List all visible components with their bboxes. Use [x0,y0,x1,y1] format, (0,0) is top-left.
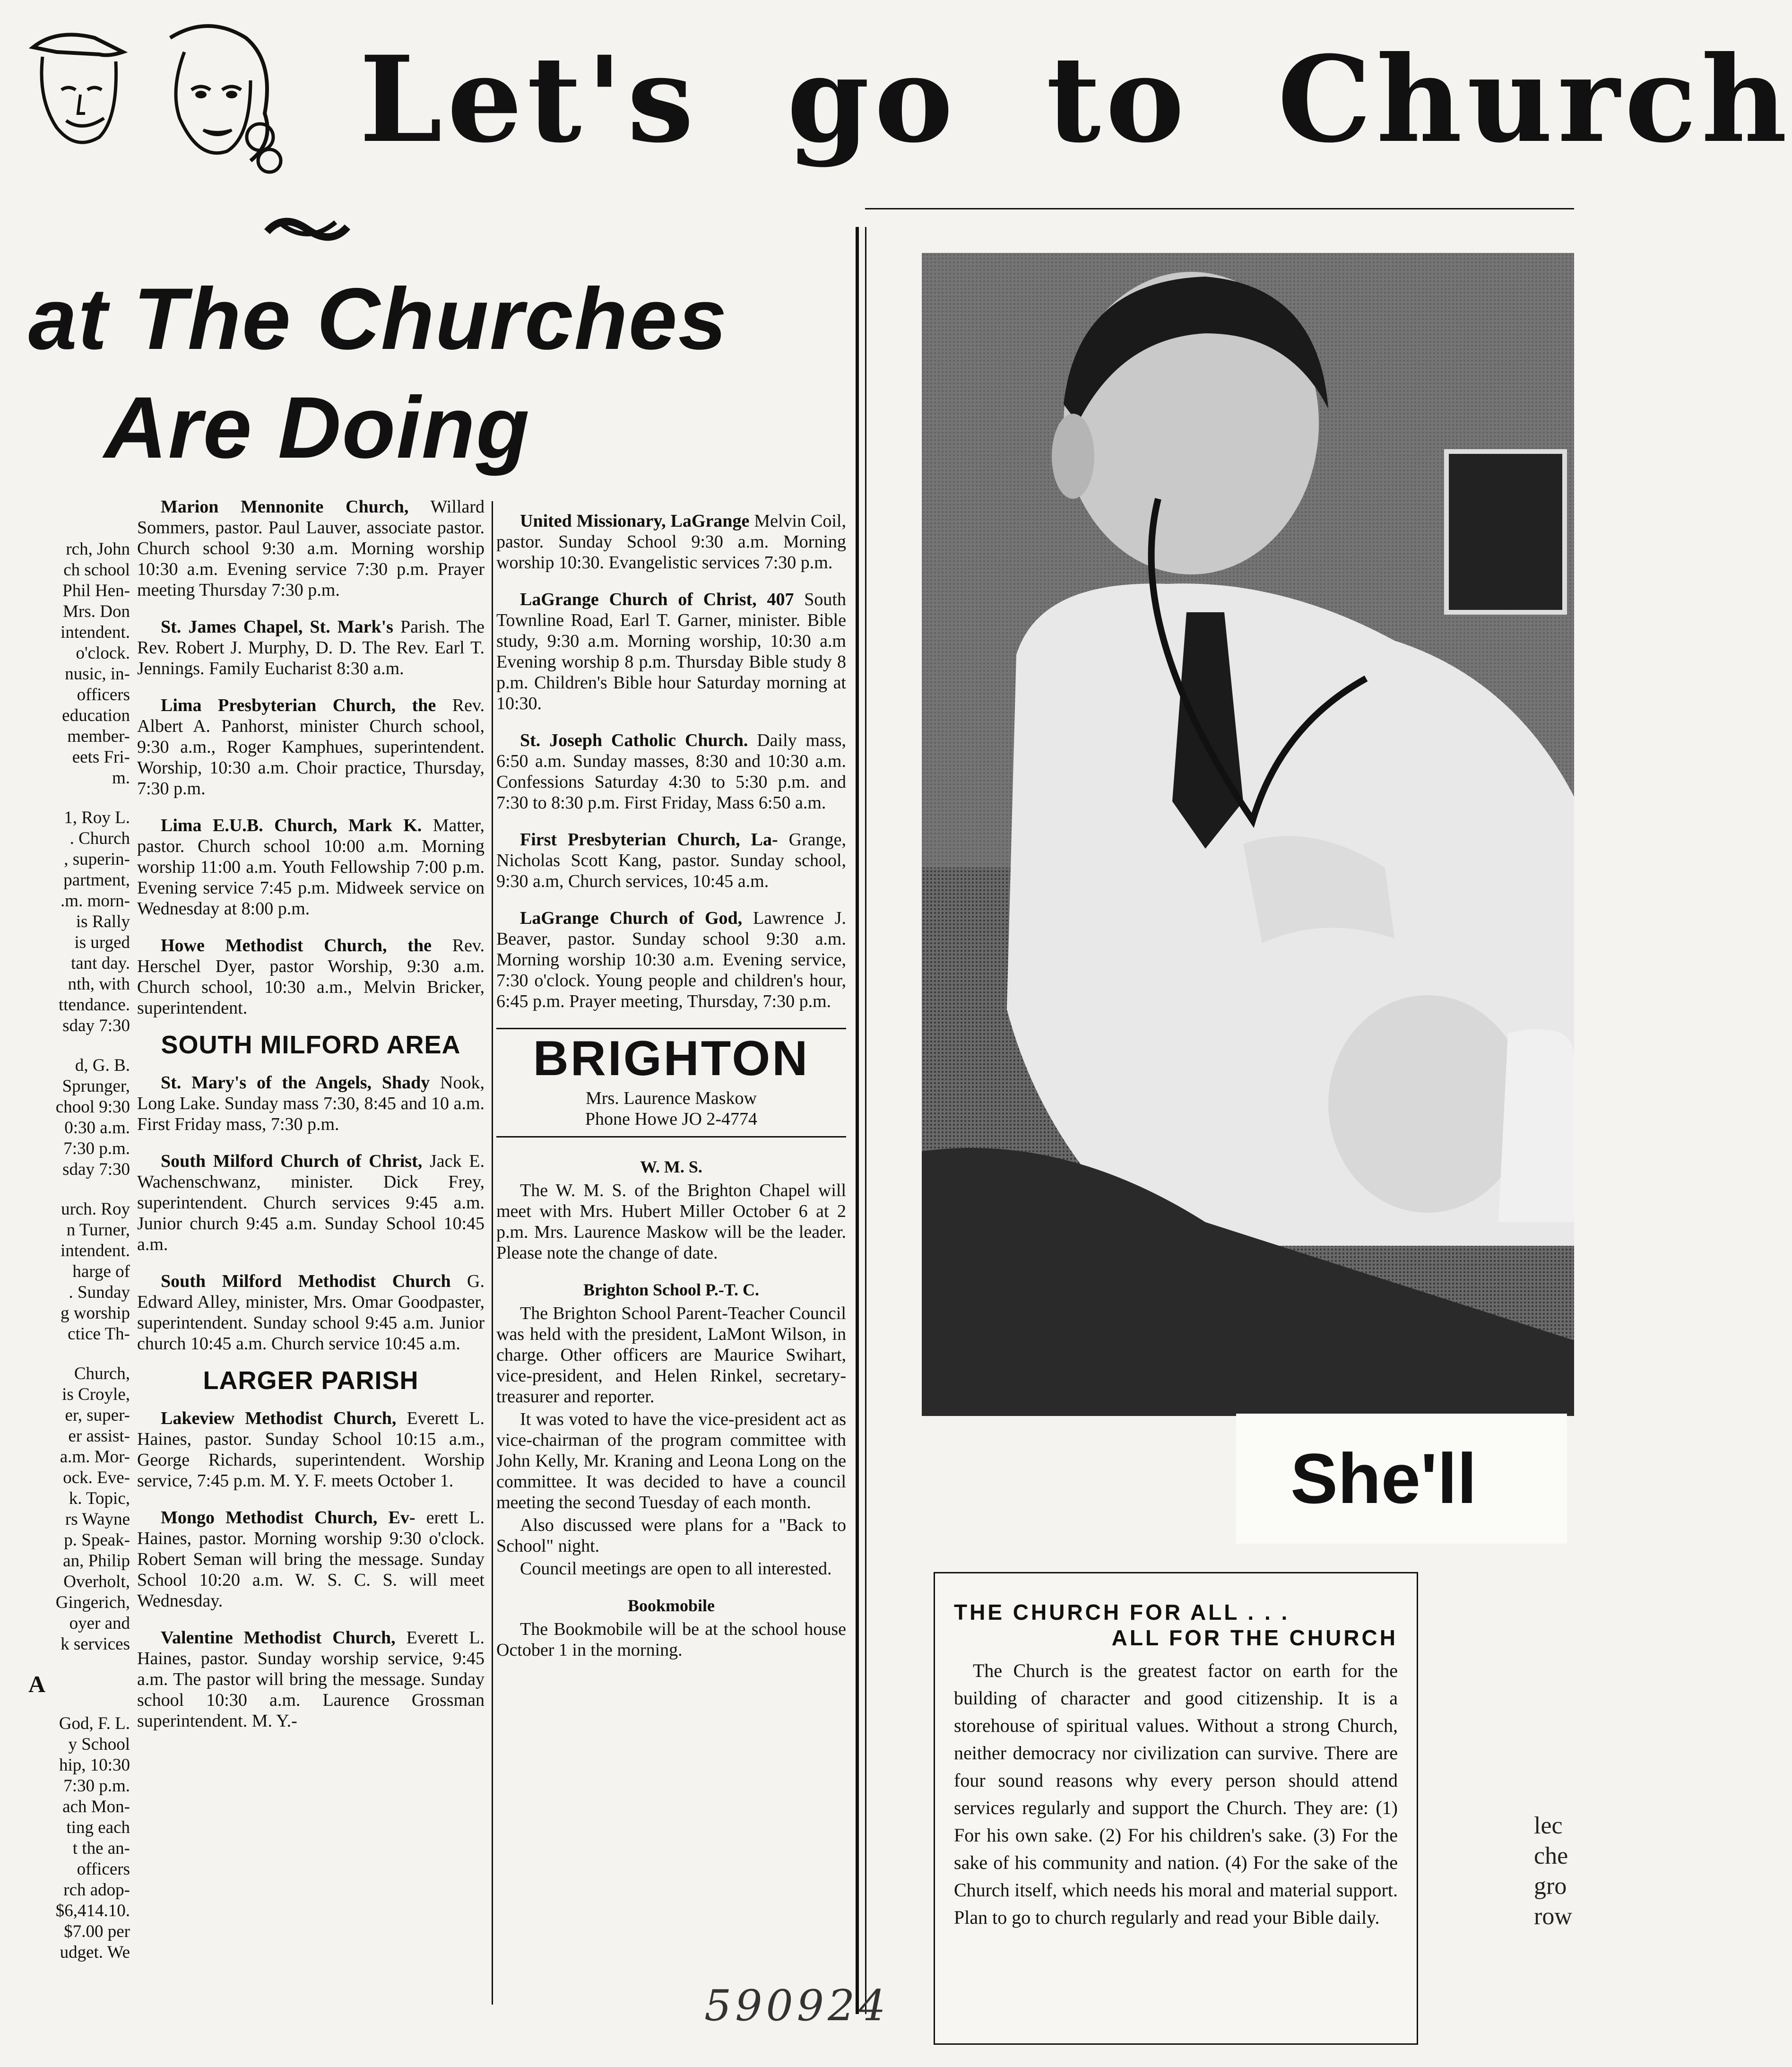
fragment-line: er, super- [65,1406,130,1425]
left-column-fragment [28,539,130,1963]
church-listing: LaGrange Church of God, Lawrence J. Beaver, pastor. Sunday school 9:30 a.m. Morning worship 10:30 a.m. Evening service, 7:30 o'clock. Young people and children's hour, 6:45 p.m. Prayer meeting, Thursday, 7:30 p.m. [496,908,847,1011]
church-listing: South Milford Methodist Church G. Edward Alley, minister, Mrs. Omar Goodpaster, superintendent. Sunday school 9:45 a.m. Junior church 10:45 a.m. Church service 10:45 a.m. [137,1271,485,1354]
fragment-line: urch. Roy [61,1199,130,1219]
fragment-line: ctice Th- [68,1324,130,1344]
doctor-and-baby-photo [922,253,1574,1416]
column-rule-inner [865,227,866,2014]
fragment-line: chool 9:30 [55,1097,130,1117]
church-listing: St. Mary's of the Angels, Shady Nook, Long Lake. Sunday mass 7:30, 8:45 and 10 a.m. First Friday mass, 7:30 p.m. [137,1073,485,1134]
fragment-line: partment, [63,870,130,890]
bookmobile-text: The Bookmobile will be at the school house October 1 in the morning. [496,1619,846,1660]
fragment-line: is Rally [76,912,130,931]
correspondent-phone: Phone Howe JO 2-4774 [585,1109,758,1129]
fragment-line: y School [68,1735,130,1754]
fragment-line: . Sunday [69,1283,130,1302]
fragment-line: row [1534,1903,1572,1930]
fragment-line: ting each [66,1818,130,1837]
fragment-line: udget. We [60,1943,130,1962]
fragment-line: rs Wayne [65,1510,130,1529]
fragment-line: , superin- [64,850,130,869]
church-listing: St. Joseph Catholic Church. Daily mass, 6:50 a.m. Sunday masses, 8:30 and 10:30 a.m. Confessions Saturday 4:30 to 5:30 p.m. and 7:30 to 8:30 p.m. First Friday, Mass 6:50 a.m. [496,730,846,813]
column-two [137,496,485,2005]
fragment-gap [28,789,130,808]
fragment-line: gro [1534,1873,1567,1900]
church-box-heading: THE CHURCH FOR ALL . . . [954,1600,1290,1624]
fragment-line: harge of [72,1262,130,1281]
fragment-line: m. [112,768,130,788]
fragment-line: lec [1534,1812,1563,1839]
church-listing: Howe Methodist Church, the Rev. Herschel Dyer, pastor Worship, 9:30 a.m. Church school, 10:30 a.m., Melvin Bricker, superintendent. [137,936,485,1018]
fragment-line: 7:30 p.m. [63,1776,130,1796]
fragment-line: education [62,706,130,725]
fragment-line: .m. morn- [61,891,130,911]
fragment-gap [28,1345,130,1364]
church-listing: Marion Mennonite Church, Willard Sommers, pastor. Paul Lauver, associate pastor. Church school 9:30 a.m. Morning worship 10:30 a.m. Evening service 7:30 p.m. Prayer meeting Thursday 7:30 p.m. [137,497,485,600]
fragment-line: God, F. L. [59,1714,130,1733]
divider [496,1136,846,1138]
ptc-text: It was voted to have the vice-president act as vice-chairman of the program committee with John Kelly, Mr. Kraning and Leona Long on the committee. It was decided to have a council meeting the second Tuesday of each month. [496,1409,846,1512]
section-heading-larger-parish: LARGER PARISH [203,1366,419,1395]
couple-illustration [28,19,293,180]
church-listing: Mongo Methodist Church, Ev- erett L. Haines, pastor. Morning worship 9:30 o'clock. Robert Seman will bring the message. Sunday School 10:20 a.m. W. S. C. S. will meet Wednesday. [137,1508,485,1611]
fragment-line: eets Fri- [72,747,130,767]
column-rule-heavy [856,227,859,2014]
fragment-line: hip, 10:30 [59,1755,130,1775]
fragment-line: oyer and [69,1614,130,1633]
church-listing: Valentine Methodist Church, Everett L. Haines, pastor. Sunday worship service, 9:45 a.m. The pastor will bring the message. Sunday school 10:30 a.m. Laurence Grossman superintendent. M. Y.- [137,1628,485,1731]
fragment-line: rch adop- [63,1880,130,1900]
brighton-heading: BRIGHTON [533,1031,810,1086]
fragment-line: officers [77,685,130,704]
fragment-line: 0:30 a.m. [64,1118,130,1138]
fragment-line: ock. Eve- [63,1468,130,1487]
fragment-line: ttendance. [59,995,130,1015]
church-for-all-box [934,1572,1418,2045]
section-heading-south-milford: SOUTH MILFORD AREA [161,1031,461,1059]
fragment-line: p. Speak- [64,1530,130,1550]
fragment-line: tant day. [70,954,130,973]
fragment-line: k services [61,1634,130,1654]
fragment-gap [28,1694,130,1713]
fragment-line: nusic, in- [65,664,130,684]
fragment-line: sday 7:30 [62,1160,130,1179]
church-listing: St. James Chapel, St. Mark's Parish. The Rev. Robert J. Murphy, D. D. The Rev. Earl T. Jennings. Family Eucharist 8:30 a.m. [137,617,485,678]
banner-title: Let's go to Church [359,30,1792,169]
fragment-line: member- [67,727,130,746]
fragment-line: n Turner, [66,1220,130,1240]
headline-line1: at The Churches [28,270,728,368]
church-listing: LaGrange Church of Christ, 407 South Townline Road, Earl T. Garner, minister. Bible study, 9:30 a.m. Morning worship, 10:30 a.m Evening worship 8 p.m. Thursday Bible study 8 p.m. Children's Bible hour Saturday morning at 10:30. [496,590,846,713]
church-listing: United Missionary, LaGrange Melvin Coil, pastor. Sunday School 9:30 a.m. Morning worship 10:30. Evangelistic services 7:30 p.m. [496,511,846,573]
church-listing: Lima E.U.B. Church, Mark K. Matter, pastor. Church school 10:00 a.m. Morning worship 11:00 a.m. Youth Fellowship 7:00 p.m. Evening service 7:45 p.m. Midweek service on Wednesday at 8:00 p.m. [137,816,485,919]
bookmobile-heading: Bookmobile [627,1596,715,1615]
wms-heading: W. M. S. [640,1157,702,1176]
fragment-line: ch school [63,560,130,580]
ptc-text: The Brighton School Parent-Teacher Council was held with the president, LaMont Wilson, in charge. Other officers are Maurice Swihart, vice-president, and Helen Rinkel, secretary-treasurer and reporter. [496,1303,846,1407]
church-listing: First Presbyterian Church, La- Grange, Nicholas Scott Kang, pastor. Sunday school, 9:30 a.m, Church services, 10:45 a.m. [496,830,846,891]
wms-text: The W. M. S. of the Brighton Chapel will meet with Mrs. Hubert Miller October 6 at 2 p.m. Mrs. Laurence Maskow will be the leader. Please note the change of date. [496,1181,846,1263]
church-box-subheading: ALL FOR THE CHURCH [1111,1625,1398,1650]
fragment-line: Gingerich, [55,1593,130,1612]
fragment-line: t the an- [72,1839,130,1858]
fragment-line: rch, John [66,539,130,559]
headline-line2: Are Doing [104,379,530,477]
fragment-gap [28,1036,130,1055]
church-listing: Lima Presbyterian Church, the Rev. Albert A. Panhorst, minister Church school, 9:30 a.m., Roger Kamphues, superintendent. Worship, 10:30 a.m. Choir practice, Thursday, 7:30 p.m. [137,695,485,799]
fragment-line: che [1534,1842,1568,1869]
fragment-gap [28,1180,130,1199]
ptc-heading: Brighton School P.-T. C. [583,1280,760,1299]
fragment-line: intendent. [61,623,130,642]
fragment-line: an, Philip [63,1551,130,1571]
church-listing: South Milford Church of Christ, Jack E. Wachenschwanz, minister. Dick Frey, superintendent. Church services 9:45 a.m. Junior church 9:45 a.m. Sunday School 10:45 a.m. [137,1151,485,1254]
fragment-line: o'clock. [76,643,130,663]
fragment-line: nth, with [68,974,130,994]
fragment-line: is urged [74,933,130,952]
correspondent-name: Mrs. Laurence Maskow [586,1088,757,1108]
fragment-line: Sprunger, [62,1077,130,1096]
fragment-line: Overholt, [63,1572,130,1591]
fragment-line: k. Topic, [69,1489,130,1508]
right-edge-fragment [1534,1811,1591,1932]
column-three [496,511,846,2005]
fragment-line: Church, [74,1364,130,1383]
fragment-line: 7:30 p.m. [63,1139,130,1158]
church-listing: Lakeview Methodist Church, Everett L. Haines, pastor. Sunday School 10:15 a.m., George Richards, superintendent. Worship service, 7:45 p.m. M. Y. F. meets October 1. [137,1408,485,1491]
fragment-line: Phil Hen- [62,581,130,600]
fragment-line: intendent. [61,1241,130,1260]
column-rule [492,501,493,2005]
fragment-line: $7.00 per [64,1922,130,1941]
fragment-line: a.m. Mor- [60,1447,130,1467]
fragment-line: is Croyle, [62,1385,130,1404]
church-box-body: The Church is the greatest factor on earth for the building of character and good citizenship. It is a storehouse of spiritual values. Without a strong Church, neither democracy nor civilization can survive. There are four sound reasons why every person should attend services regularly and support the Church. They are: (1) For his own sake. (2) For his children's sake. (3) For the sake of his community and nation. (4) For the sake of the Church itself, which needs his moral and material support. Plan to go to church regularly and read your Bible daily. [954,1660,1398,1928]
photo-caption: She'll [1236,1414,1567,1544]
fragment-line: $6,414.10. [55,1901,130,1920]
ptc-text: Also discussed were plans for a "Back to School" night. [496,1515,846,1556]
fragment-line: sday 7:30 [62,1016,130,1035]
fragment-line: g worship [61,1303,130,1323]
divider [496,1028,846,1029]
fragment-line: er assist- [68,1426,130,1446]
fragment-line: 1, Roy L. [64,808,130,827]
ornament-icon [265,208,350,251]
fragment-line: Mrs. Don [63,602,130,621]
fragment-line: officers [77,1859,130,1879]
fragment-line: ach Mon- [62,1797,130,1816]
top-rule [865,208,1574,209]
ptc-text: Council meetings are open to all interested. [520,1559,832,1579]
handwritten-number: 590924 [704,1981,890,2031]
fragment-line: . Church [69,829,130,848]
fragment-line: A [28,1671,46,1697]
fragment-line: d, G. B. [75,1056,130,1075]
